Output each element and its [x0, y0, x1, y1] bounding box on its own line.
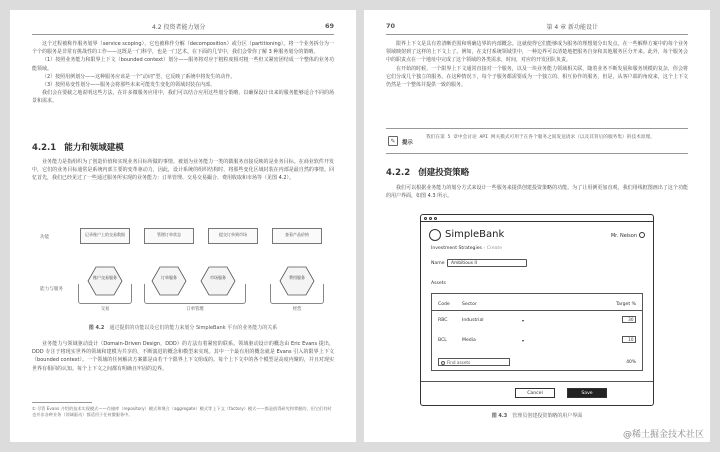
user-name[interactable]: Mr. Nelson — [610, 233, 637, 239]
right-page — [364, 10, 710, 442]
list-item: （3）按照易变性划分——服务会将那些未来可能发生变化的领域封装在内部。 — [42, 82, 216, 89]
target-input[interactable]: 10 — [622, 336, 636, 343]
function-box: 提交订单到市场 — [208, 228, 258, 244]
paragraph: 我们会在要截之地说明这些方法，在许多微服务应用中，我们可以结合应用这些划分策略，以确保设计出来的服务能够适合不同的场景和需求。 — [32, 90, 334, 105]
figure-4-2 — [40, 228, 330, 320]
window-dot-icon — [424, 217, 427, 220]
figure-caption-text: 管理员创建投资策略的用户界面 — [512, 413, 583, 419]
window-dot-icon — [429, 217, 432, 220]
footnote: ① 尽管 Evans 介绍的技术实现模式——存储库（repository）模式和聚合（aggregate）模式等上下文（factory）模式——都是值得研究和掌握的，但它们有时也并非各种业务（领域驱动）都适用于任何微服务中。 — [32, 406, 332, 417]
service-name: 费用服务 — [289, 275, 305, 280]
section-title: 创建投资策略 — [418, 168, 470, 178]
paragraph: 这个过程被称作服务划界（service scoping），它也被称作分解（decomposition）或分区（partitioning）。将一个业务拆分为一个个的服务是非常有挑战性的工作——这既是一门科学，也是一门艺术。在下面的几节中，我们会带你了解 3 种服务划分的策略。 — [32, 41, 334, 56]
section-heading — [32, 141, 334, 153]
header-rule — [386, 34, 688, 35]
column-header: Target % — [615, 302, 636, 307]
pencil-icon: ✎ — [388, 136, 398, 146]
search-icon — [441, 361, 445, 365]
header-rule — [32, 34, 334, 35]
watermark: @稀土掘金技术社区 — [622, 430, 704, 440]
assets-table — [431, 293, 643, 371]
breadcrumb-current: Create — [486, 246, 502, 251]
body-text — [32, 158, 334, 183]
figure-label-cap: 能力与服务 — [40, 287, 63, 292]
chevron-down-icon[interactable]: ▾ — [522, 318, 525, 323]
tip-box — [386, 128, 688, 154]
target-input[interactable]: 30 — [622, 316, 636, 323]
column-header: Sector — [462, 302, 477, 307]
section-text — [386, 184, 688, 200]
paragraph: 业务能力与领域驱动设计（Domain-Driven Design，DDD）的方法有着紧密的联系。领域驱动设计的概念由 Eric Evans 提出，DDD 专注于将现实世界的领域和建模为共享的，不断演进的概念和模型来实现。其中一个最有用的概念就是 Evans 引入的限界上下文（bounded context）。一个领域的任何解决方案都是由若干个限界上下文组成的。每个上下文中的各个模型是高度内聚的，并且对现实世界有相同的认知。每个上下文之间都有明确且牢固的边界。 — [32, 341, 334, 372]
window-title-bar — [421, 215, 653, 222]
row-sector: Industrial — [462, 318, 484, 323]
section-number: 4.2.1 — [32, 143, 57, 153]
left-running-head — [32, 22, 334, 32]
chevron-down-icon[interactable]: ▾ — [522, 338, 525, 343]
avatar[interactable] — [639, 232, 645, 238]
intro-text — [32, 40, 334, 106]
wireframe-window — [420, 214, 654, 406]
service-name: 订单服务 — [161, 275, 177, 280]
list-item: （2）按照用例划分——这种服务应该是一个“动词”型，它反映了系统中将发生的动作。 — [42, 73, 236, 80]
section-title: 能力和领域建模 — [64, 143, 124, 153]
body-text-more — [32, 340, 334, 373]
paragraph: 限界上下文是具有着清晰范围和明确边界的内部概念。这就使得它们能够成为服务的理想划分出发点。在一些解释方案中的每个业务领域映射到了这样的上下文上了。例如，在支付系统领域里中，一种边界可以清楚地把服务自身和其他服务区分开来。此外，每个服务会中的职责点在一个地址中完成了这个领域的各类需求，时间，对应的开发团队负责。 — [386, 41, 688, 64]
function-box: 记录账户上的交易数据 — [80, 228, 130, 244]
table-header-line — [432, 310, 642, 311]
running-head-title: 4.2 投资者能力划分 — [152, 24, 206, 31]
wireframe-header — [429, 228, 645, 244]
context-label: 交易 — [100, 307, 110, 312]
asset-search-input[interactable] — [438, 358, 510, 366]
figure-caption-text: 通过提供的功能以及它们的能力来划分 SimpleBank 平台的业务能力的关系 — [109, 325, 278, 331]
footer-divider — [421, 381, 653, 382]
page-number: 69 — [324, 22, 334, 30]
breadcrumb — [431, 246, 502, 251]
figure-caption — [32, 324, 334, 331]
paragraph: 我们可以根据业务能力的划分方式来设计一些服务来提供创建投资策略的功能。为了让用例更加直观，我们用线框图画出了这个功能的用户界面，如图 4.3 所示。 — [386, 185, 688, 200]
name-label: Name — [431, 261, 445, 266]
service-name: 账户交易服务 — [93, 275, 117, 280]
context-bracket — [144, 284, 246, 304]
page-number: 70 — [386, 22, 396, 30]
right-running-head — [386, 22, 688, 32]
logo-icon — [429, 229, 441, 241]
left-page — [10, 10, 356, 442]
breadcrumb-separator: › — [483, 246, 486, 251]
section-number: 4.2.2 — [386, 168, 411, 178]
service-name: 市场服务 — [210, 275, 226, 280]
tip-label: 提示 — [402, 140, 413, 146]
context-label: 订单管理 — [186, 307, 204, 312]
right-text — [386, 40, 688, 89]
paragraph: 在开始的时候，一个限界上下文通常直接对一个服务，以及一块业务能力领域相关联，随着业务不断发展和服务规模的复杂，你会将它们分成几个独立的服务。在这种情况下，每个子服务都需要成为一个独立的、相互协作的服务，但是，从客户端的角度来，这个上下文仍然是一个整体并提供一致的服务。 — [386, 65, 688, 89]
figure-caption — [386, 412, 688, 419]
list-item: （1）按照业务能力和限界上下文（bounded context）划分——服务将对应于粗粒度相对粗一些但又紧密团结成一个整体的业务功能领域。 — [32, 57, 334, 72]
context-bracket — [78, 284, 132, 304]
breadcrumb-main[interactable]: Investment Strategies — [431, 246, 482, 251]
function-box: 查看产品价格 — [272, 228, 322, 244]
logo-text: SimpleBank — [445, 229, 505, 240]
search-placeholder: Find assets — [447, 360, 471, 365]
tip-text: 我们在第 5 章中会讨论 API 网关模式可用于在各个服务之间发送请求（以及其背后的服务集）的技术原理。 — [426, 135, 655, 140]
running-head-title: 第 4 章 新功能设计 — [546, 24, 598, 31]
row-code: RBC — [438, 318, 448, 323]
function-box: 管理订单状态 — [144, 228, 194, 244]
target-total: 40% — [626, 360, 636, 365]
column-header: Code — [438, 302, 450, 307]
section-heading — [386, 166, 688, 178]
figure-caption-label: 图 4.2 — [88, 325, 105, 331]
row-code: BCL — [438, 338, 447, 343]
window-dot-icon — [434, 217, 437, 220]
row-sector: Media — [462, 338, 476, 343]
name-input[interactable]: Ambitious II — [447, 259, 527, 267]
cancel-button[interactable]: Cancel — [515, 388, 555, 398]
assets-label: Assets — [431, 281, 446, 286]
save-button[interactable]: Save — [567, 388, 607, 398]
figure-caption-label: 图 4.3 — [491, 413, 508, 419]
footnote-rule — [32, 402, 92, 403]
context-label: 经营 — [292, 307, 302, 312]
context-bracket — [270, 284, 324, 304]
paragraph: 业务能力是指组织为了创造价值和实现业务目标所做的事情。被划为业务能力一类的微服务直接反映的是业务目标。在商业软件开发中，它们的业务目标通常是系统内部主要的变革驱动力，因此，设计系统的组织结构时，将那些变化区域封装在内部是最自然的事情。回忆首先，我们已经见过了一些通过服务所实现的业务能力：订单管理、交易交易撮合、费用收取和市场等（见图 4.2）。 — [32, 159, 334, 182]
figure-label-func: 功能 — [40, 235, 50, 240]
